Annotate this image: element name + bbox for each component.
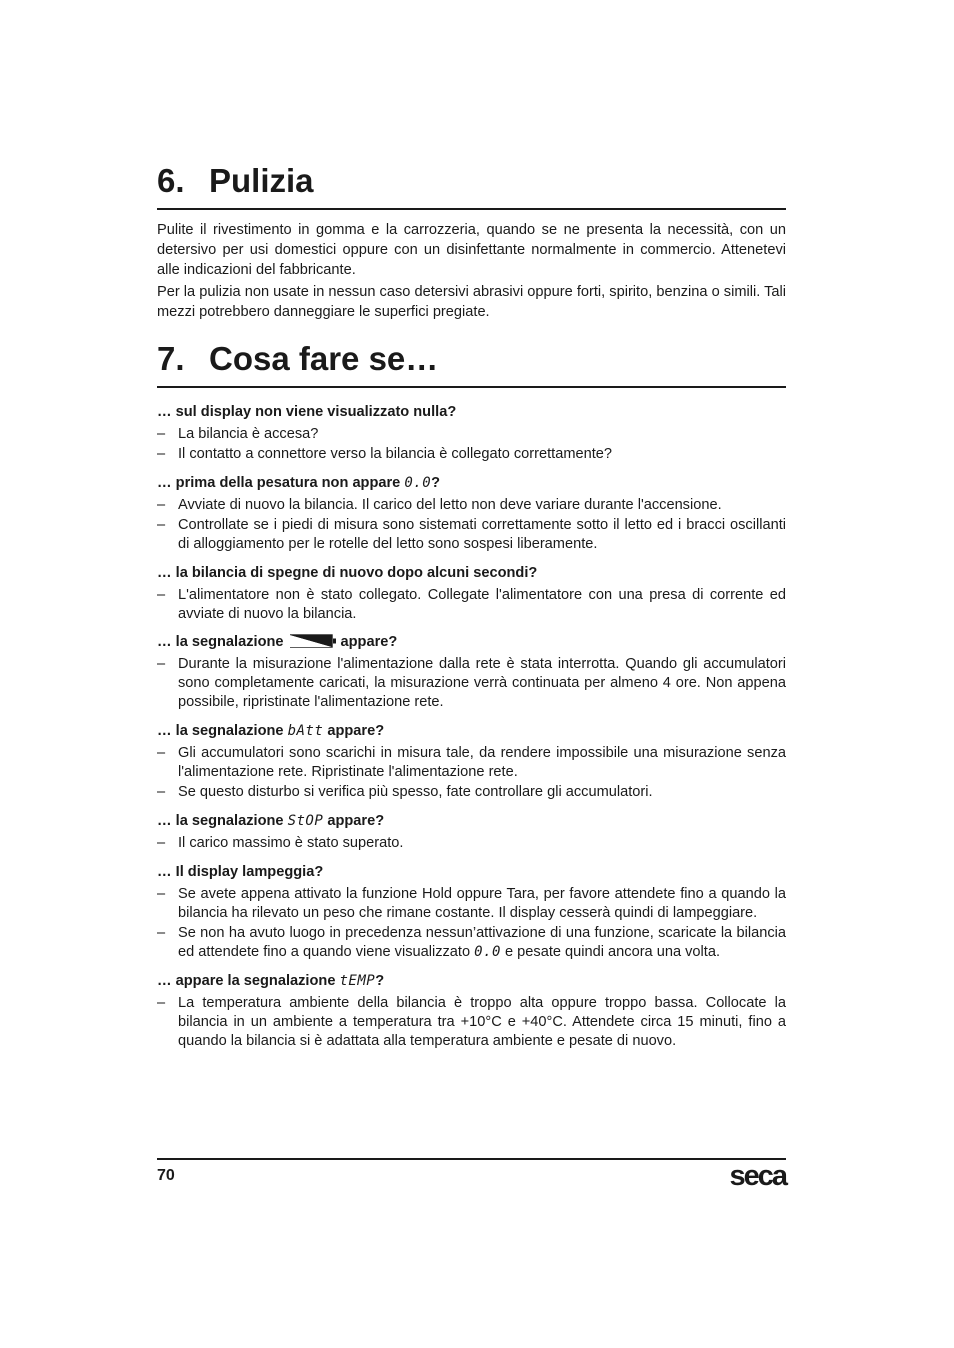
question-batt	[157, 721, 786, 741]
answer-list-3	[157, 586, 786, 624]
question-text: ?	[431, 475, 441, 491]
question-no-zero	[157, 473, 786, 493]
section-6-title: Pulizia	[209, 162, 314, 199]
seca-logo: seca	[729, 1160, 786, 1192]
list-item: – La temperatura ambiente della bilancia è troppo alta oppure troppo bassa. Collocate la bilancia in un ambiente a temperatura tra +10°C e +40°C. Attendete circa 15 minuti, fino a quando la bilancia si è adattata alla temperatura ambiente e pesate di nuovo.	[157, 994, 786, 1051]
list-item-text: Se non ha avuto luogo in precedenza nessun’attivazione di una funzione, scaricate la bilancia ed attendete fino a quando viene visualizzato	[178, 925, 786, 960]
question-text: … la segnalazione	[157, 634, 284, 650]
list-item: – La bilancia è accesa?	[157, 425, 786, 444]
list-item: – Se avete appena attivato la funzione Hold oppure Tara, per favore attendete fino a quando la bilancia ha rilevato un peso che rimane costante. Il display cesserà quindi di lampeggiare.	[157, 885, 786, 923]
answer-list-5	[157, 744, 786, 802]
question-text: … la segnalazione	[157, 813, 288, 829]
question-text: … appare la segnalazione	[157, 973, 340, 989]
answer-list-2	[157, 496, 786, 554]
question-text: appare?	[323, 723, 385, 739]
question-turns-off: … la bilancia di spegne di nuovo dopo alcuni secondi?	[157, 565, 538, 581]
question-stop	[157, 811, 786, 831]
question-text: appare?	[323, 813, 385, 829]
section-7-title: Cosa fare se…	[209, 340, 439, 377]
answer-list-1	[157, 425, 786, 464]
battery-low-icon	[290, 634, 336, 648]
page-content	[157, 160, 786, 1051]
question-battery-icon	[157, 632, 786, 652]
list-item: – Durante la misurazione l'alimentazione dalla rete è stata interrotta. Quando gli accumulatori sono completamente caricati, la misurazione verrà continuata per almeno 4 ore. Non appena possibile, ripristinate l'alimentazione rete.	[157, 655, 786, 712]
answer-list-7	[157, 885, 786, 962]
lcd-stop-display: StOP	[287, 813, 324, 829]
lcd-temp-display: tEMP	[339, 973, 376, 989]
question-display-blinks: … Il display lampeggia?	[157, 864, 324, 880]
question-text: … prima della pesatura non appare	[157, 475, 405, 491]
question-temp	[157, 971, 786, 991]
question-text: … la segnalazione	[157, 723, 288, 739]
answer-list-4	[157, 655, 786, 712]
list-item: – Il carico massimo è stato superato.	[157, 834, 786, 853]
page-number: 70	[157, 1167, 175, 1184]
list-item	[157, 924, 786, 962]
lcd-zero-display: 0.0	[474, 944, 501, 960]
list-item: – Controllate se i piedi di misura sono sistemati correttamente sotto il letto ed i bracci oscillanti di alloggiamento per le rotelle del letto sono sospesi liberamente.	[157, 516, 786, 554]
list-item: – Il contatto a connettore verso la bilancia è collegato correttamente?	[157, 445, 786, 464]
list-item-text: e pesate quindi ancora una volta.	[500, 944, 721, 960]
section-6-number: 6.	[157, 162, 185, 199]
footer-divider	[157, 1158, 786, 1160]
question-text: appare?	[340, 634, 398, 650]
section-6-heading	[157, 160, 786, 210]
list-item: – Se questo disturbo si verifica più spesso, fate controllare gli accumulatori.	[157, 783, 786, 802]
list-item: – L'alimentatore non è stato collegato. Collegate l'alimentatore con una presa di corrente ed avviate di nuovo la bilancia.	[157, 586, 786, 624]
question-text: ?	[375, 973, 385, 989]
answer-list-6	[157, 834, 786, 853]
answer-list-8	[157, 994, 786, 1051]
cleaning-paragraph-1: Pulite il rivestimento in gomma e la carrozzeria, quando se ne presenta la necessità, con un detersivo per usi domestici oppure con un disinfettante normalmente in commercio. Attenetevi alle indicazioni del fabbricante.	[157, 222, 786, 278]
lcd-zero-display: 0.0	[404, 475, 432, 491]
question-no-display: … sul display non viene visualizzato nulla?	[157, 404, 457, 420]
section-7-number: 7.	[157, 340, 185, 377]
cleaning-paragraph-2: Per la pulizia non usate in nessun caso detersivi abrasivi oppure forti, spirito, benzina o simili. Tali mezzi potrebbero danneggiare le superfici pregiate.	[157, 284, 786, 320]
list-item: – Avviate di nuovo la bilancia. Il carico del letto non deve variare durante l'accensione.	[157, 496, 786, 515]
lcd-batt-display: bAtt	[287, 723, 324, 739]
list-item: – Gli accumulatori sono scarichi in misura tale, da rendere impossibile una misurazione senza l'alimentazione rete. Ripristinate l'alimentazione rete.	[157, 744, 786, 782]
section-7-heading	[157, 338, 786, 388]
